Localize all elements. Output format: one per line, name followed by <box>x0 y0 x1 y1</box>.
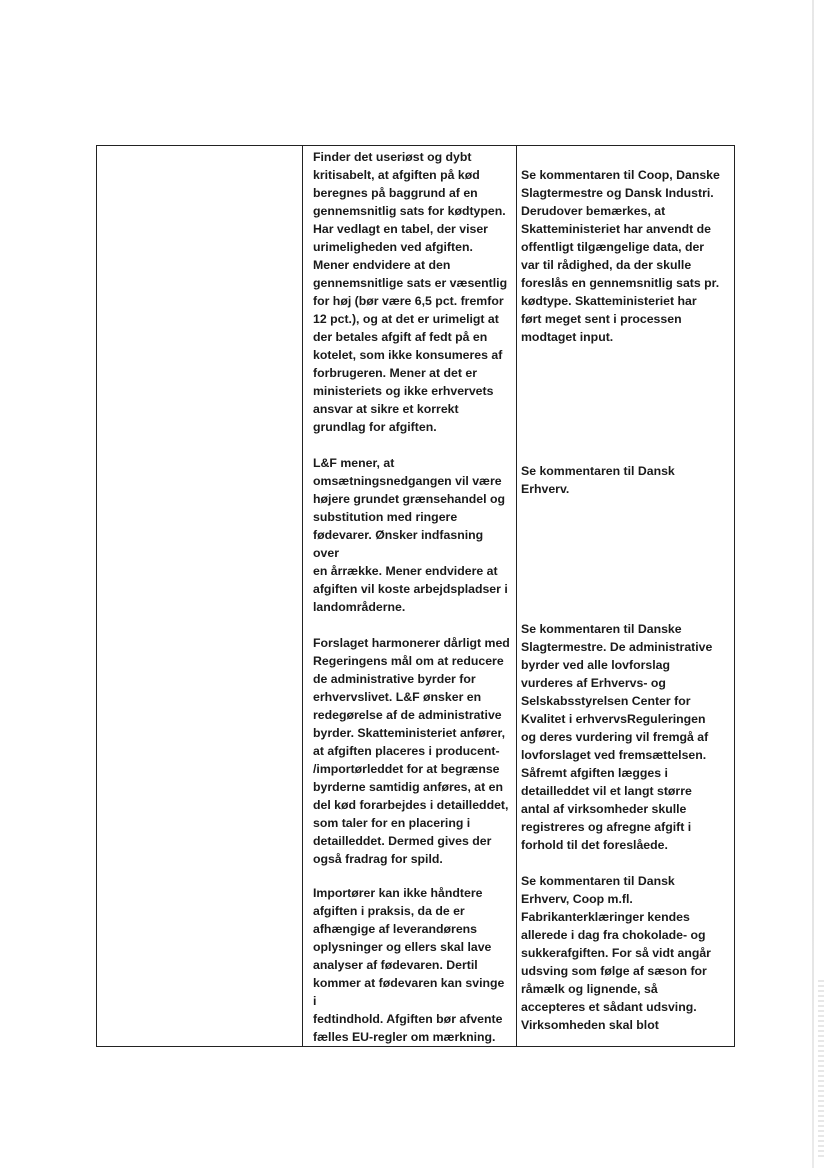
response-paragraph: Se kommentaren til Dansk Erhverv. <box>521 464 675 496</box>
response-paragraph: Se kommentaren til Coop, Danske Slagtermestre og Dansk Industri. Derudover bemærkes, at Skatteministeriet har anvendt de offentligt tilgængelige data, der var til rådighed, da der skulle foreslås en gennemsnitlig sats pr. kødtype. Skatteministeriet har ført meget sent i processen modtaget input. <box>521 168 720 344</box>
table-cell-response <box>517 146 735 1047</box>
response-paragraph: Se kommentaren til Danske Slagtermestre. De administrative byrder ved alle lovforslag vurderes af Erhvervs- og Selskabsstyrelsen Center for Kvalitet i erhvervsReguleringen og deres vurdering vil fremgå af lovforslaget ved fremsættelsen. Såfremt afgiften lægges i detailleddet vil et langt større antal af virksomheder skulle registreres og afregne afgift i forhold til det foreslåede. <box>521 622 713 852</box>
scan-edge-noise <box>818 980 824 1160</box>
comment-paragraph: Forslaget harmonerer dårligt med Regeringens mål om at reducere de administrative byrder for erhvervslivet. L&F ønsker en redegørelse af de administrative byrder. Skatteministeriet anfører, at afgiften placeres i producent- /importørleddet for at begrænse byrderne samtidig anføres, at en del kød forarbejdes i detailleddet, som taler for en placering i detailleddet. Dermed gives der også fradrag for spild. <box>313 636 510 866</box>
table-cell-respondent <box>97 146 303 1047</box>
comment-paragraph: L&F mener, at omsætningsnedgangen vil være højere grundet grænsehandel og substitution med ringere fødevarer. Ønsker indfasning over en årrække. Mener endvidere at afgiften vil koste arbejdspladser i landområderne. <box>313 456 508 614</box>
scan-edge <box>812 0 814 1168</box>
comment-paragraph: Finder det useriøst og dybt kritisabelt, at afgiften på kød beregnes på baggrund af en gennemsnitlig sats for kødtypen. Har vedlagt en tabel, der viser urimeligheden ved afgiften. Mener endvidere at den gennemsnitlige sats er væsentlig for høj (bør være 6,5 pct. fremfor 12 pct.), og at det er urimeligt at der betales afgift af fedt på en kotelet, som ikke konsumeres af forbrugeren. Mener at det er ministeriets og ikke erhvervets ansvar at sikre et korrekt grundlag for afgiften. <box>313 150 508 434</box>
table-row <box>97 146 735 1047</box>
table-cell-comment <box>303 146 517 1047</box>
comment-paragraph: Importører kan ikke håndtere afgiften i praksis, da de er afhængige af leverandørens oplysninger og ellers skal lave analyser af fødevaren. Dertil kommer at fødevaren kan svinge i fedtindhold. Afgiften bør afvente fælles EU-regler om mærkning. <box>313 886 505 1044</box>
response-paragraph: Se kommentaren til Dansk Erhverv, Coop m.fl. Fabrikanterklæringer kendes allerede i dag fra chokolade- og sukkerafgiften. For så vidt angår udsving som følge af sæson for råmælk og lignende, så accepteres et sådant udsving. Virksomheden skal blot <box>521 874 711 1032</box>
consultation-comments-table <box>96 145 735 1047</box>
